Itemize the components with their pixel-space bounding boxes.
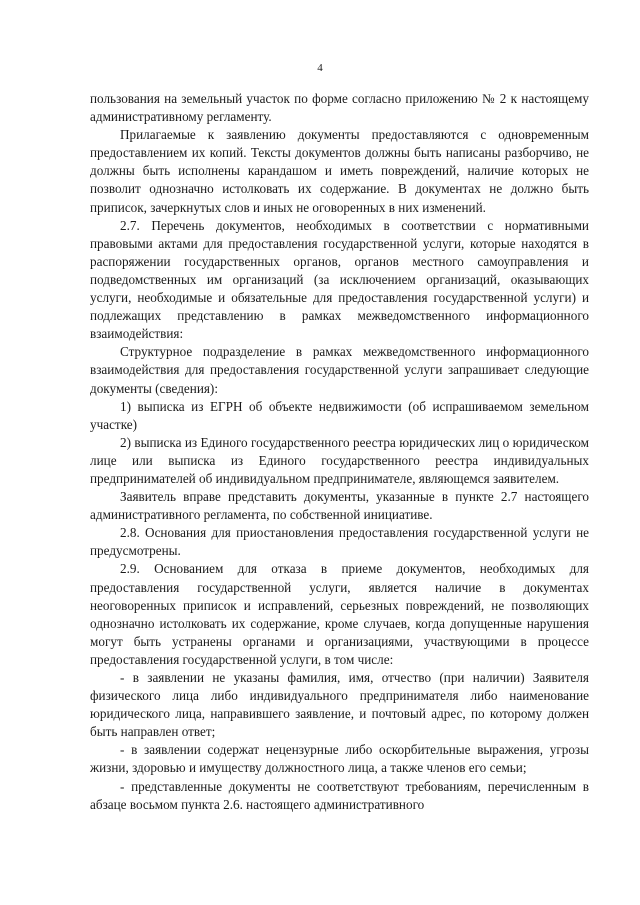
paragraph-2-8: 2.8. Основания для приостановления предоставления государственной услуги не предусмотрены. [90,525,589,559]
paragraph-2-7: 2.7. Перечень документов, необходимых в соответствии с нормативными правовыми актами для предоставления государственной услуги, которые находятся в распоряжении государственных органов, органов местного самоуправления и подведомственных им организаций (за исключением организаций, оказывающих услуги, необходимые и обязательные для предоставления государственной услуги) и подлежащих представлению в рамках межведомственного информационного взаимодействия: [90,217,589,342]
list-item-1: 1) выписка из ЕГРН об объекте недвижимости (об испрашиваемом земельном участке) [90,398,589,432]
paragraph-2-9: 2.9. Основанием для отказа в приеме документов, необходимых для предоставления государственной услуги, является наличие в документах неоговоренных приписок и исправлений, серьезных повреждений, не позволяющих однозначно истолковать их содержание, кроме случаев, когда допущенные нарушения могут быть устранены органами и организациями, участвующими в процессе предоставления государственной услуги, в том числе: [90,561,589,667]
list-item-2: 2) выписка из Единого государственного реестра юридических лиц о юридическом лице или выписка из Единого государственного реестра индивидуальных предпринимателей об индивидуальном предпринимателе, являющемся заявителем. [90,434,589,486]
page-number: 4 [317,62,323,74]
paragraph-applicant-right: Заявитель вправе представить документы, указанные в пункте 2.7 настоящего административного регламента, по собственной инициативе. [90,489,589,523]
bullet-item-2: - в заявлении содержат нецензурные либо оскорбительные выражения, угрозы жизни, здоровью и имуществу должностного лица, а также членов его семьи; [90,742,589,776]
bullet-item-1: - в заявлении не указаны фамилия, имя, отчество (при наличии) Заявителя физического лица либо индивидуального предпринимателя либо наименование юридического лица, направившего заявление, и почтовый адрес, по которому должен быть направлен ответ; [90,670,589,740]
bullet-item-3: - представленные документы не соответствуют требованиям, перечисленным в абзаце восьмом пункта 2.6. настоящего административного [90,778,589,812]
document-body [90,90,589,814]
paragraph-attached-documents: Прилагаемые к заявлению документы предоставляются с одновременным предоставлением их копий. Тексты документов должны быть написаны разборчиво, не должны быть исполнены карандашом и иметь повреждений, наличие которых не позволит однозначно истолковать их содержание. В документах не должно быть приписок, зачеркнутых слов и иных не оговоренных в них изменений. [90,127,589,215]
paragraph-structural-unit: Структурное подразделение в рамках межведомственного информационного взаимодействия для предоставления государственной услуги запрашивает следующие документы (сведения): [90,344,589,396]
paragraph-continuation: пользования на земельный участок по форме согласно приложению № 2 к настоящему административному регламенту. [90,91,589,125]
